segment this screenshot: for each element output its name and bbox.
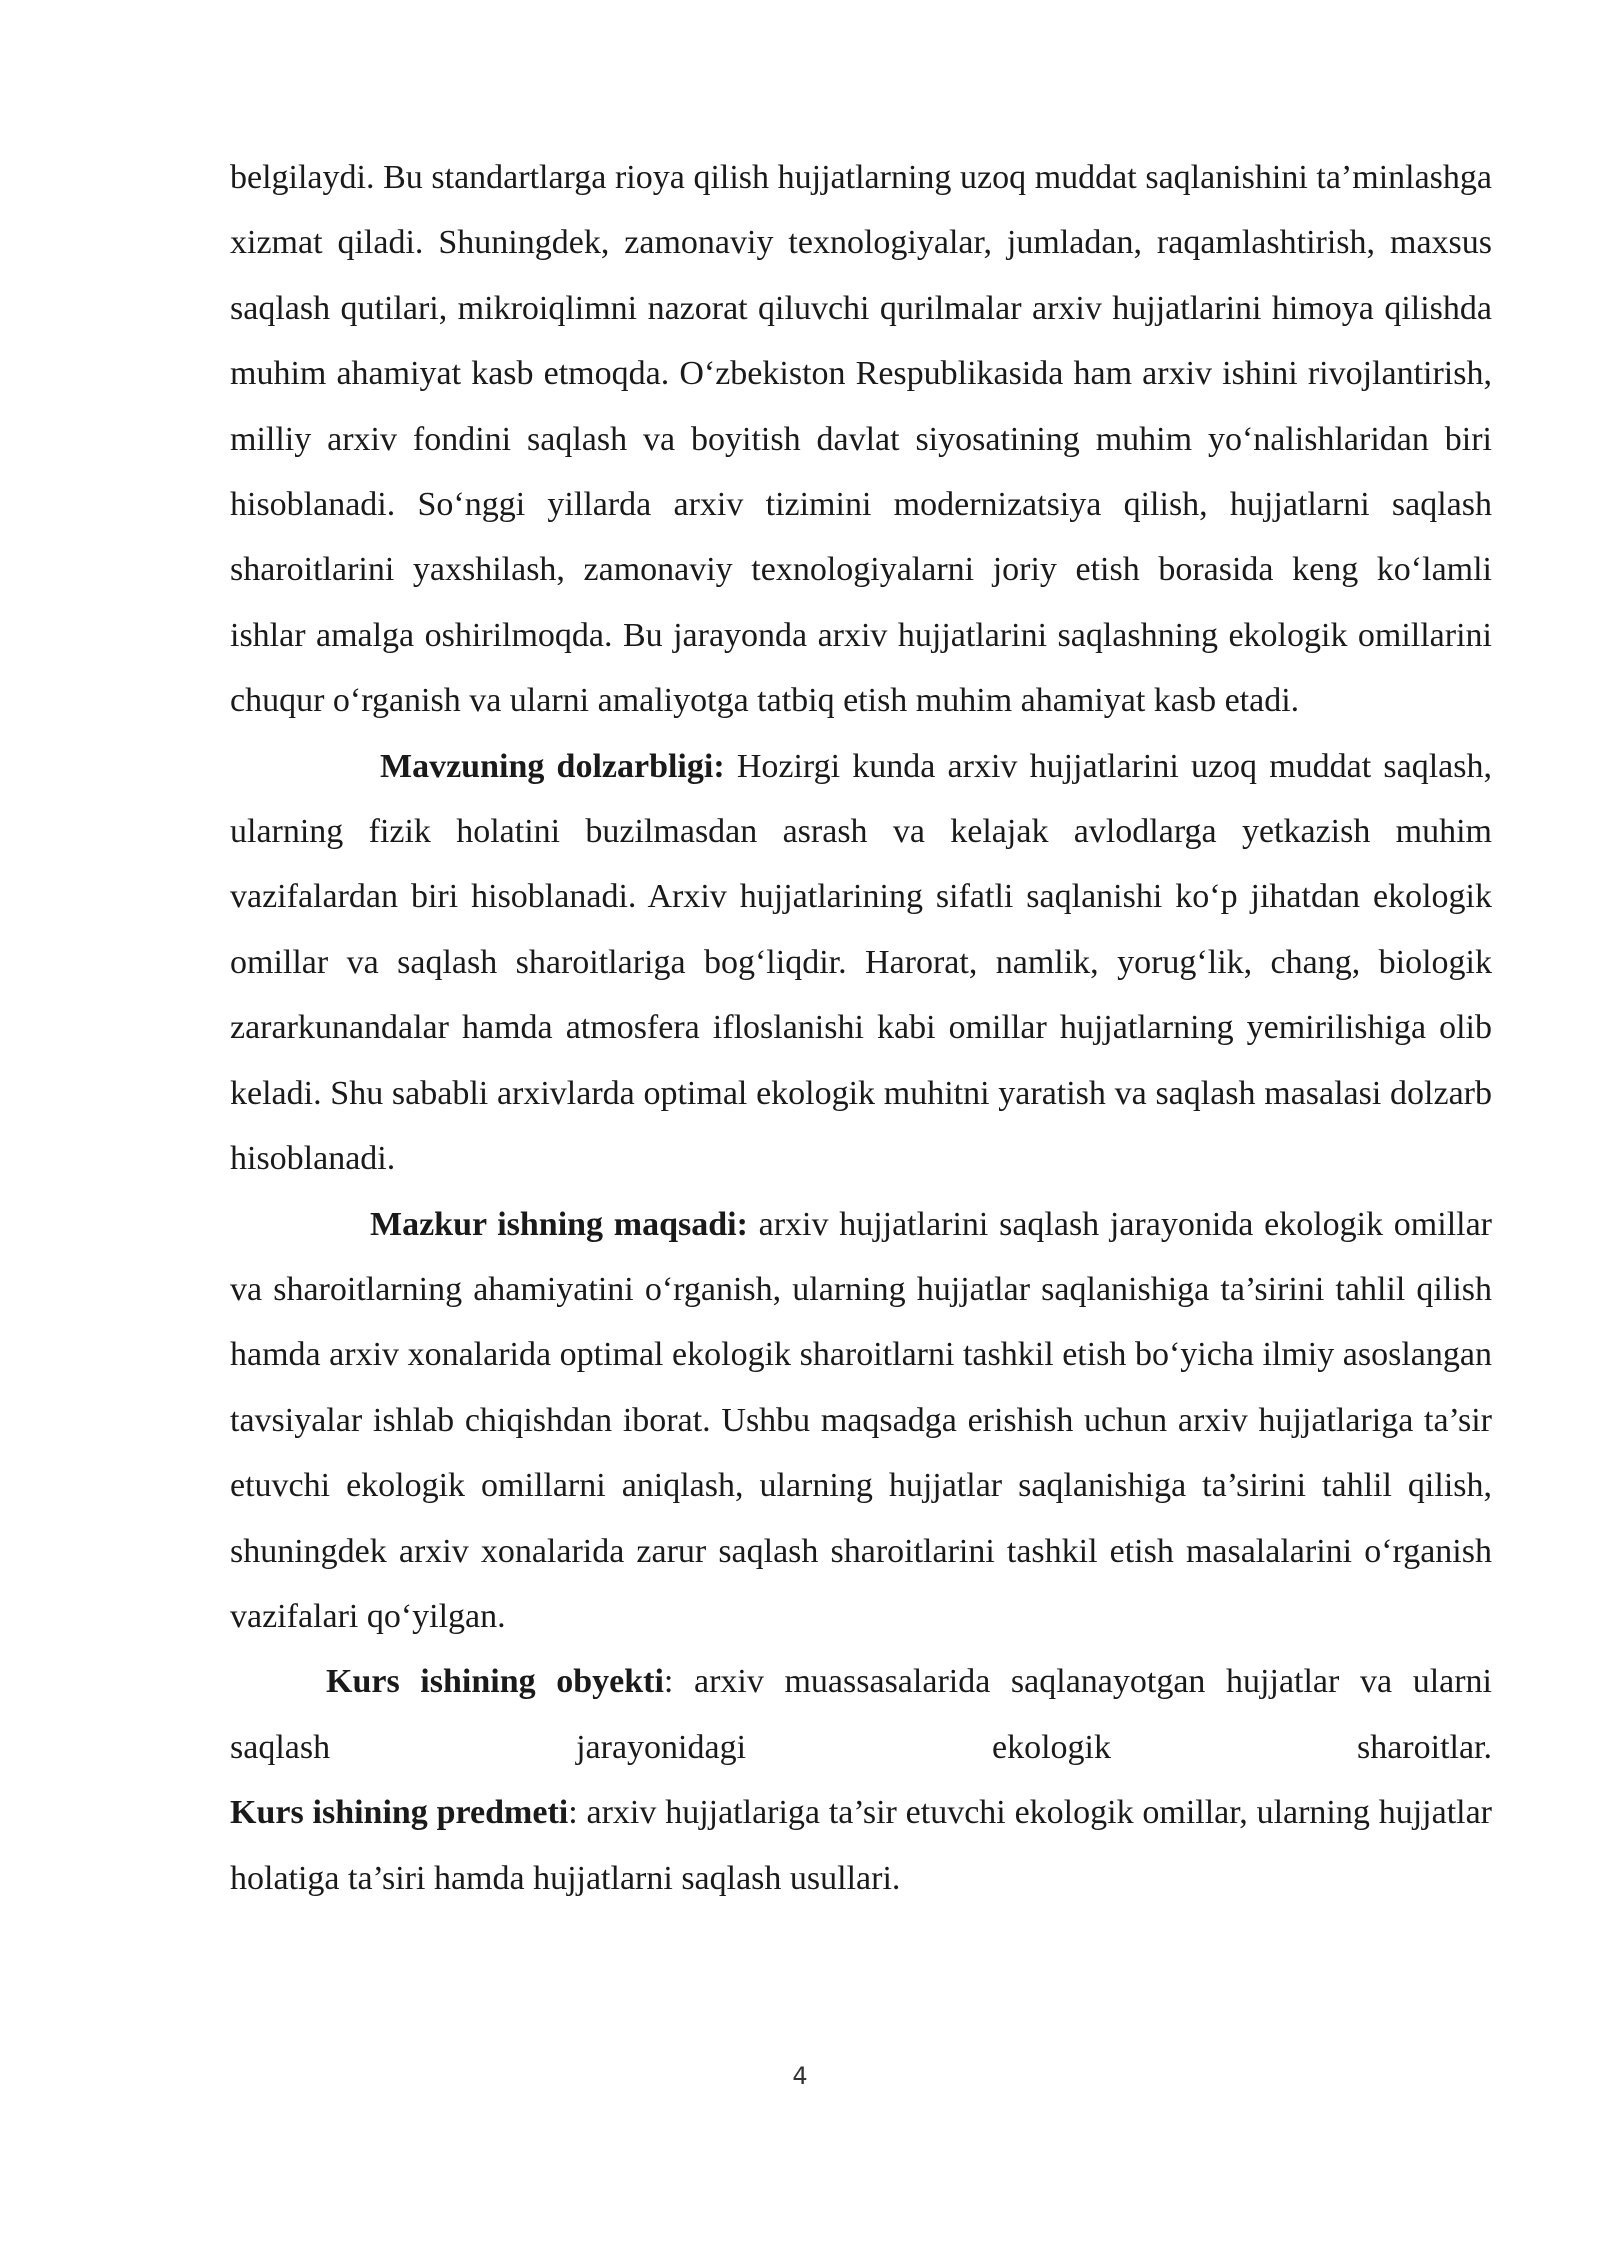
body-text	[230, 145, 1492, 1911]
paragraph-object	[230, 1649, 1492, 1780]
goal-heading: Mazkur ishning maqsadi:	[370, 1205, 748, 1243]
page-number: 4	[792, 2062, 808, 2090]
paragraph-relevance	[230, 734, 1492, 1192]
subject-text: : arxiv hujjatlariga ta’sir etuvchi ekologik omillar, ularning hujjatlar holatiga ta’siri hamda hujjatlarni saqlash usullari.	[230, 1794, 1492, 1897]
relevance-text: Hozirgi kunda arxiv hujjatlarini uzoq muddat saqlash, ularning fizik holatini buzilmasdan asrash va kelajak avlodlarga yetkazish muhim vazifalardan biri hisoblanadi. Arxiv hujjatlarining sifatli saqlanishi ko‘p jihatdan ekologik omillar va saqlash sharoitlariga bog‘liqdir. Harorat, namlik, yorug‘lik, chang, biologik zararkunandalar hamda atmosfera ifloslanishi kabi omillar hujjatlarning yemirilishiga olib keladi. Shu sababli arxivlarda optimal ekologik muhitni yaratish va saqlash masalasi dolzarb hisoblanadi.	[230, 747, 1492, 1178]
paragraph-intro-continuation: belgilaydi. Bu standartlarga rioya qilish hujjatlarning uzoq muddat saqlanishini ta’minlashga xizmat qiladi. Shuningdek, zamonaviy texnologiyalar, jumladan, raqamlashtirish, maxsus saqlash qutilari, mikroiqlimni nazorat qiluvchi qurilmalar arxiv hujjatlarini himoya qilishda muhim ahamiyat kasb etmoqda. O‘zbekiston Respublikasida ham arxiv ishini rivojlantirish, milliy arxiv fondini saqlash va boyitish davlat siyosatining muhim yo‘nalishlaridan biri hisoblanadi. So‘nggi yillarda arxiv tizimini modernizatsiya qilish, hujjatlarni saqlash sharoitlarini yaxshilash, zamonaviy texnologiyalarni joriy etish borasida keng ko‘lamli ishlar amalga oshirilmoqda. Bu jarayonda arxiv hujjatlarini saqlashning ekologik omillarini chuqur o‘rganish va ularni amaliyotga tatbiq etish muhim ahamiyat kasb etadi.	[230, 159, 1492, 720]
paragraph-subject	[230, 1780, 1492, 1911]
relevance-heading: Mavzuning dolzarbligi:	[380, 747, 725, 785]
subject-heading: Kurs ishining predmeti	[230, 1794, 569, 1832]
object-heading: Kurs ishining obyekti	[326, 1663, 664, 1701]
goal-text: arxiv hujjatlarini saqlash jarayonida ekologik omillar va sharoitlarning ahamiyatini o‘rganish, ularning hujjatlar saqlanishiga ta’sirini tahlil qilish hamda arxiv xonalarida optimal ekologik sharoitlarni tashkil etish bo‘yicha ilmiy asoslangan tavsiyalar ishlab chiqishdan iborat. Ushbu maqsadga erishish uchun arxiv hujjatlariga ta’sir etuvchi ekologik omillarni aniqlash, ularning hujjatlar saqlanishiga ta’sirini tahlil qilish, shuningdek arxiv xonalarida zarur saqlash sharoitlarini tashkil etish masalalarini o‘rganish vazifalari qo‘yilgan.	[230, 1205, 1492, 1635]
object-text: : arxiv muassasalarida saqlanayotgan hujjatlar va ularni saqlash jarayonidagi ekologik sharoitlar.	[230, 1663, 1492, 1766]
paragraph-goal	[230, 1192, 1492, 1650]
